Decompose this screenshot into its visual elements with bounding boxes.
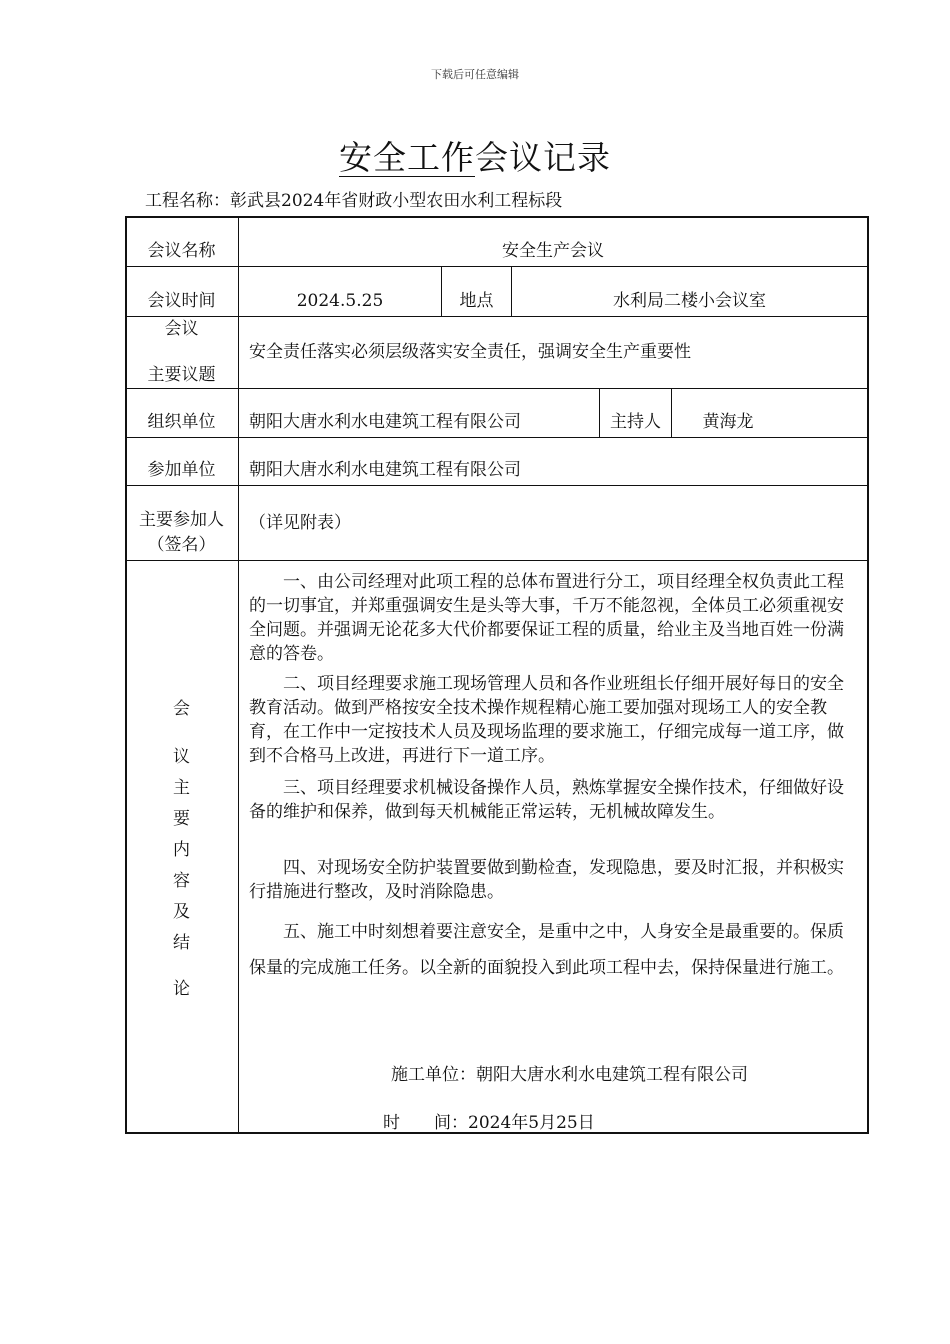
location-label: 地点 [459,290,494,311]
topic-value: 安全责任落实必须层级落实安全责任，强调安全生产重要性 [249,342,691,363]
content-paragraph-4: 四、对现场安全防护装置要做到勤检查，发现隐患，要及时汇报，并积极实行措施进行整改，及时消除隐患。 [249,858,844,902]
content-label-char: 要 [173,809,190,829]
host-label: 主持人 [610,411,661,432]
project-line [145,186,562,211]
participants-label-line2: （签名） [147,534,216,555]
location-value: 水利局二楼小会议室 [613,290,766,311]
title-rest: 会议记录 [475,138,611,177]
content-paragraph-5: 五、施工中时刻想着要注意安全，是重中之中，人身安全是最重要的。保质保量的完成施工任务。以全新的面貌投入到此项工程中去，保持保量进行施工。 [249,922,844,978]
meeting-name-label: 会议名称 [147,240,216,261]
participant-unit-label: 参加单位 [147,459,216,480]
participants-label-line1: 主要参加人 [139,509,224,530]
content-label-char: 结 [173,933,190,953]
signoff-date: 2024年5月25日 [468,1113,595,1133]
content-label-char: 容 [173,871,190,891]
topic-label-line2: 主要议题 [147,364,216,385]
participants-value: （详见附表） [249,512,351,533]
title-underlined: 安全工作 [339,138,475,177]
participant-unit-value: 朝阳大唐水利水电建筑工程有限公司 [249,459,521,480]
signoff-time-label: 时 间： [383,1113,468,1133]
content-label-char: 内 [173,840,190,860]
content-paragraph-1: 一、由公司经理对此项工程的总体布置进行分工，项目经理全权负责此工程的一切事宜，并郑重强调安生是头等大事，千万不能忽视，全体员工必须重视安全问题。并强调无论花多大代价都要保证工程的质量，给业主及当地百姓一份满意的答卷。 [249,572,844,664]
content-label-char: 论 [173,979,190,999]
page-title [0,132,950,179]
host-value: 黄海龙 [702,411,754,432]
content-label-char: 主 [173,778,190,798]
meeting-record-table [125,216,869,1134]
content-label-char: 及 [173,902,190,922]
project-label: 工程名称： [145,191,230,211]
signoff-time [383,1108,595,1133]
signoff-unit: 施工单位：朝阳大唐水利水电建筑工程有限公司 [391,1065,748,1085]
organizer-label: 组织单位 [147,411,216,432]
meeting-time-value: 2024.5.25 [296,290,384,311]
organizer-value: 朝阳大唐水利水电建筑工程有限公司 [249,411,521,432]
content-label-char: 议 [173,747,190,767]
content-paragraph-3: 三、项目经理要求机械设备操作人员，熟炼掌握安全操作技术，仔细做好设备的维护和保养，做到每天机械能正常运转，无机械故障发生。 [249,778,844,822]
meeting-time-label: 会议时间 [147,290,216,311]
content-label-char: 会 [173,699,190,719]
meeting-name-value: 安全生产会议 [502,240,604,261]
topic-label-line1: 会议 [164,318,199,339]
project-name: 彰武县2024年省财政小型农田水利工程标段 [230,191,563,211]
header-note: 下载后可任意编辑 [431,68,519,81]
content-paragraph-2: 二、项目经理要求施工现场管理人员和各作业班组长仔细开展好每日的安全教育活动。做到严格按安全技术操作规程精心施工要加强对现场工人的安全教育，在工作中一定按技术人员及现场监理的要求施工，仔细完成每一道工序，做到不合格马上改进，再进行下一道工序。 [249,674,844,766]
